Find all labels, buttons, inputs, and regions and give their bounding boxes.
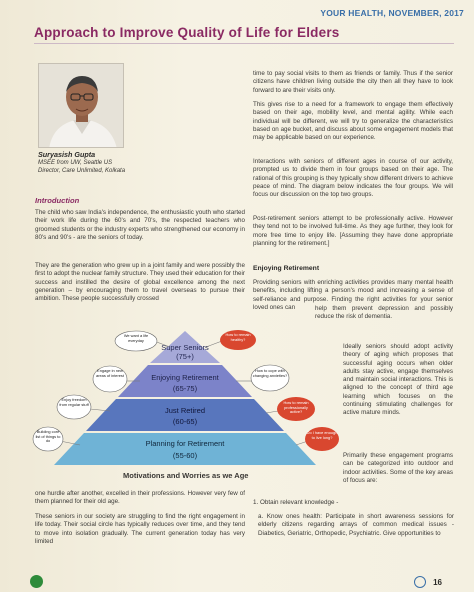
left-bottom-paragraph-2: These seniors in our society are struggling to find the right engagement in life today. Their social circle has typically reduces over time, and they tend to move into isolation gradually. The current generation today has very limited	[35, 513, 245, 545]
right-bubble-1-text: How to remain healthy?	[225, 333, 251, 342]
right-bubble-2-text: How to cope with changing anxieties?	[252, 369, 288, 378]
intro-paragraph-1: The child who saw India's independence, the enthusiastic youth who started their work life during the 60's and 70's, the respected teachers who groomed students or the industry experts who strengthened our economy in 80's and 90's - are the seniors of today.	[35, 209, 246, 241]
right-bubble-2	[236, 365, 289, 391]
tier-label-just-retired: Just Retired	[164, 406, 206, 415]
tier-age-planning: (55-60)	[172, 451, 198, 460]
right-bubble-4	[296, 427, 339, 451]
tier-label-planning: Planning for Retirement	[145, 439, 225, 448]
author-credential: MSEE from UW, Seattle US	[38, 160, 113, 166]
right-bubble-3	[266, 397, 315, 421]
right-bubble-4-text: Do I have enough to live long?	[306, 431, 338, 440]
tier-label-enjoying: Enjoying Retirement	[151, 373, 219, 382]
list-item-a: a. Know ones health: Participate in short awareness sessions for elderly citizens regarding arrays of common medical issues - Diabetics, Geriatric, Orthopedic, Psychiatric. Give opportunities to	[258, 513, 454, 537]
right-paragraph-5b: help them prevent depression and possibly reduce the risk of dementia.	[315, 305, 453, 321]
left-bottom-paragraph-1: one hurdle after another, excelled in their professions. However very few of them planned for their old age.	[35, 490, 245, 506]
page-number: 16	[433, 578, 442, 587]
author-block	[38, 150, 228, 175]
right-paragraph-3: Interactions with seniors of different ages in course of our activity, prompted us to divide them in four groups based on their age. The rational of this grouping is they typically show different drivers to achieve peace of mind. The diagram below indicates the four groups. We will focus our discussion on the top two groups.	[253, 158, 453, 199]
right-paragraph-1: time to pay social visits to them as friends or family. Thus if the senior citizens have children living outside the city then all they have to look forward to are their visits only.	[253, 70, 453, 94]
intro-heading: Introduction	[35, 196, 80, 205]
emblem-icon	[414, 576, 426, 588]
age-pyramid-diagram	[30, 325, 342, 470]
author-name: Suryasish Gupta	[38, 150, 96, 159]
right-paragraph-7: Primarily these engagement programs can be categorized into outdoor and indoor activities. Some of the key areas of focus are:	[343, 452, 453, 484]
article-title: Approach to Improve Quality of Life for Elders	[34, 25, 340, 40]
intro-paragraph-2: They are the generation who grew up in a joint family and were possibly the first to adopt the nuclear family structure. They used their education for their success and instilled the desire of global excellence among the next generation – by encouraging them to travel overseas to pursue their ambition. These people successfully crossed	[35, 262, 245, 303]
right-paragraph-5: Providing seniors with enriching activities provides many mental health benefits, including lifting a person's mood and increasing a sense of self-reliance and purpose. Finding the right activities for your senior loved ones can	[253, 279, 453, 311]
enjoying-heading: Enjoying Retirement	[253, 265, 320, 272]
publisher-logo-icon	[30, 575, 43, 588]
left-bubble-2-text: Engage in new areas of interest	[96, 369, 124, 378]
left-bubble-1-text: We want a life everyday	[123, 334, 149, 343]
author-photo	[38, 63, 124, 148]
running-head: YOUR HEALTH, NOVEMBER, 2017	[320, 8, 464, 18]
tier-age-super: (75+)	[176, 352, 194, 361]
tier-age-enjoying: (65-75)	[172, 384, 198, 393]
tier-just-retired	[86, 399, 284, 431]
right-paragraph-4: Post-retirement seniors attempt to be professionally active. However they tend not to be involved full-time. As they age further, they look for more free time to enjoy life. [Assuming they have done appropriate planning for the retirement.]	[253, 215, 453, 247]
list-item-1: 1. Obtain relevant knowledge -	[253, 499, 339, 506]
right-paragraph-6: Ideally seniors should adopt activity theory of aging which proposes that successful aging occurs when older adults stay active, engage themselves and maintain social interactions. This is aligned to the concept of third age learning which focuses on the continuing stimulating challenges for active mature minds.	[343, 343, 453, 417]
tier-planning-retirement	[54, 433, 316, 465]
author-role: Director, Care Unlimited, Kolkata	[38, 168, 126, 174]
tier-label-super: Super Seniors	[161, 343, 209, 352]
left-bubble-3-text: Enjoy freedom from regular stuff	[59, 398, 89, 407]
right-bubble-1	[206, 330, 256, 350]
tier-age-just-retired: (60-65)	[172, 417, 198, 426]
right-bubble-3-text: How to remain professionally active?	[283, 401, 309, 415]
title-divider	[34, 43, 454, 44]
left-bubble-4-text: Building core list of things to do	[35, 430, 61, 444]
right-paragraph-2: This gives rise to a need for a framework to engage them effectively based on their age, mobility level, and mental agility. While each individual will be different, we will try to generalize the characteristics based on age bucket, and discuss about some engagement models that may be applicable based on our experience.	[253, 101, 453, 142]
diagram-caption: Motivations and Worries as we Age	[123, 471, 249, 480]
